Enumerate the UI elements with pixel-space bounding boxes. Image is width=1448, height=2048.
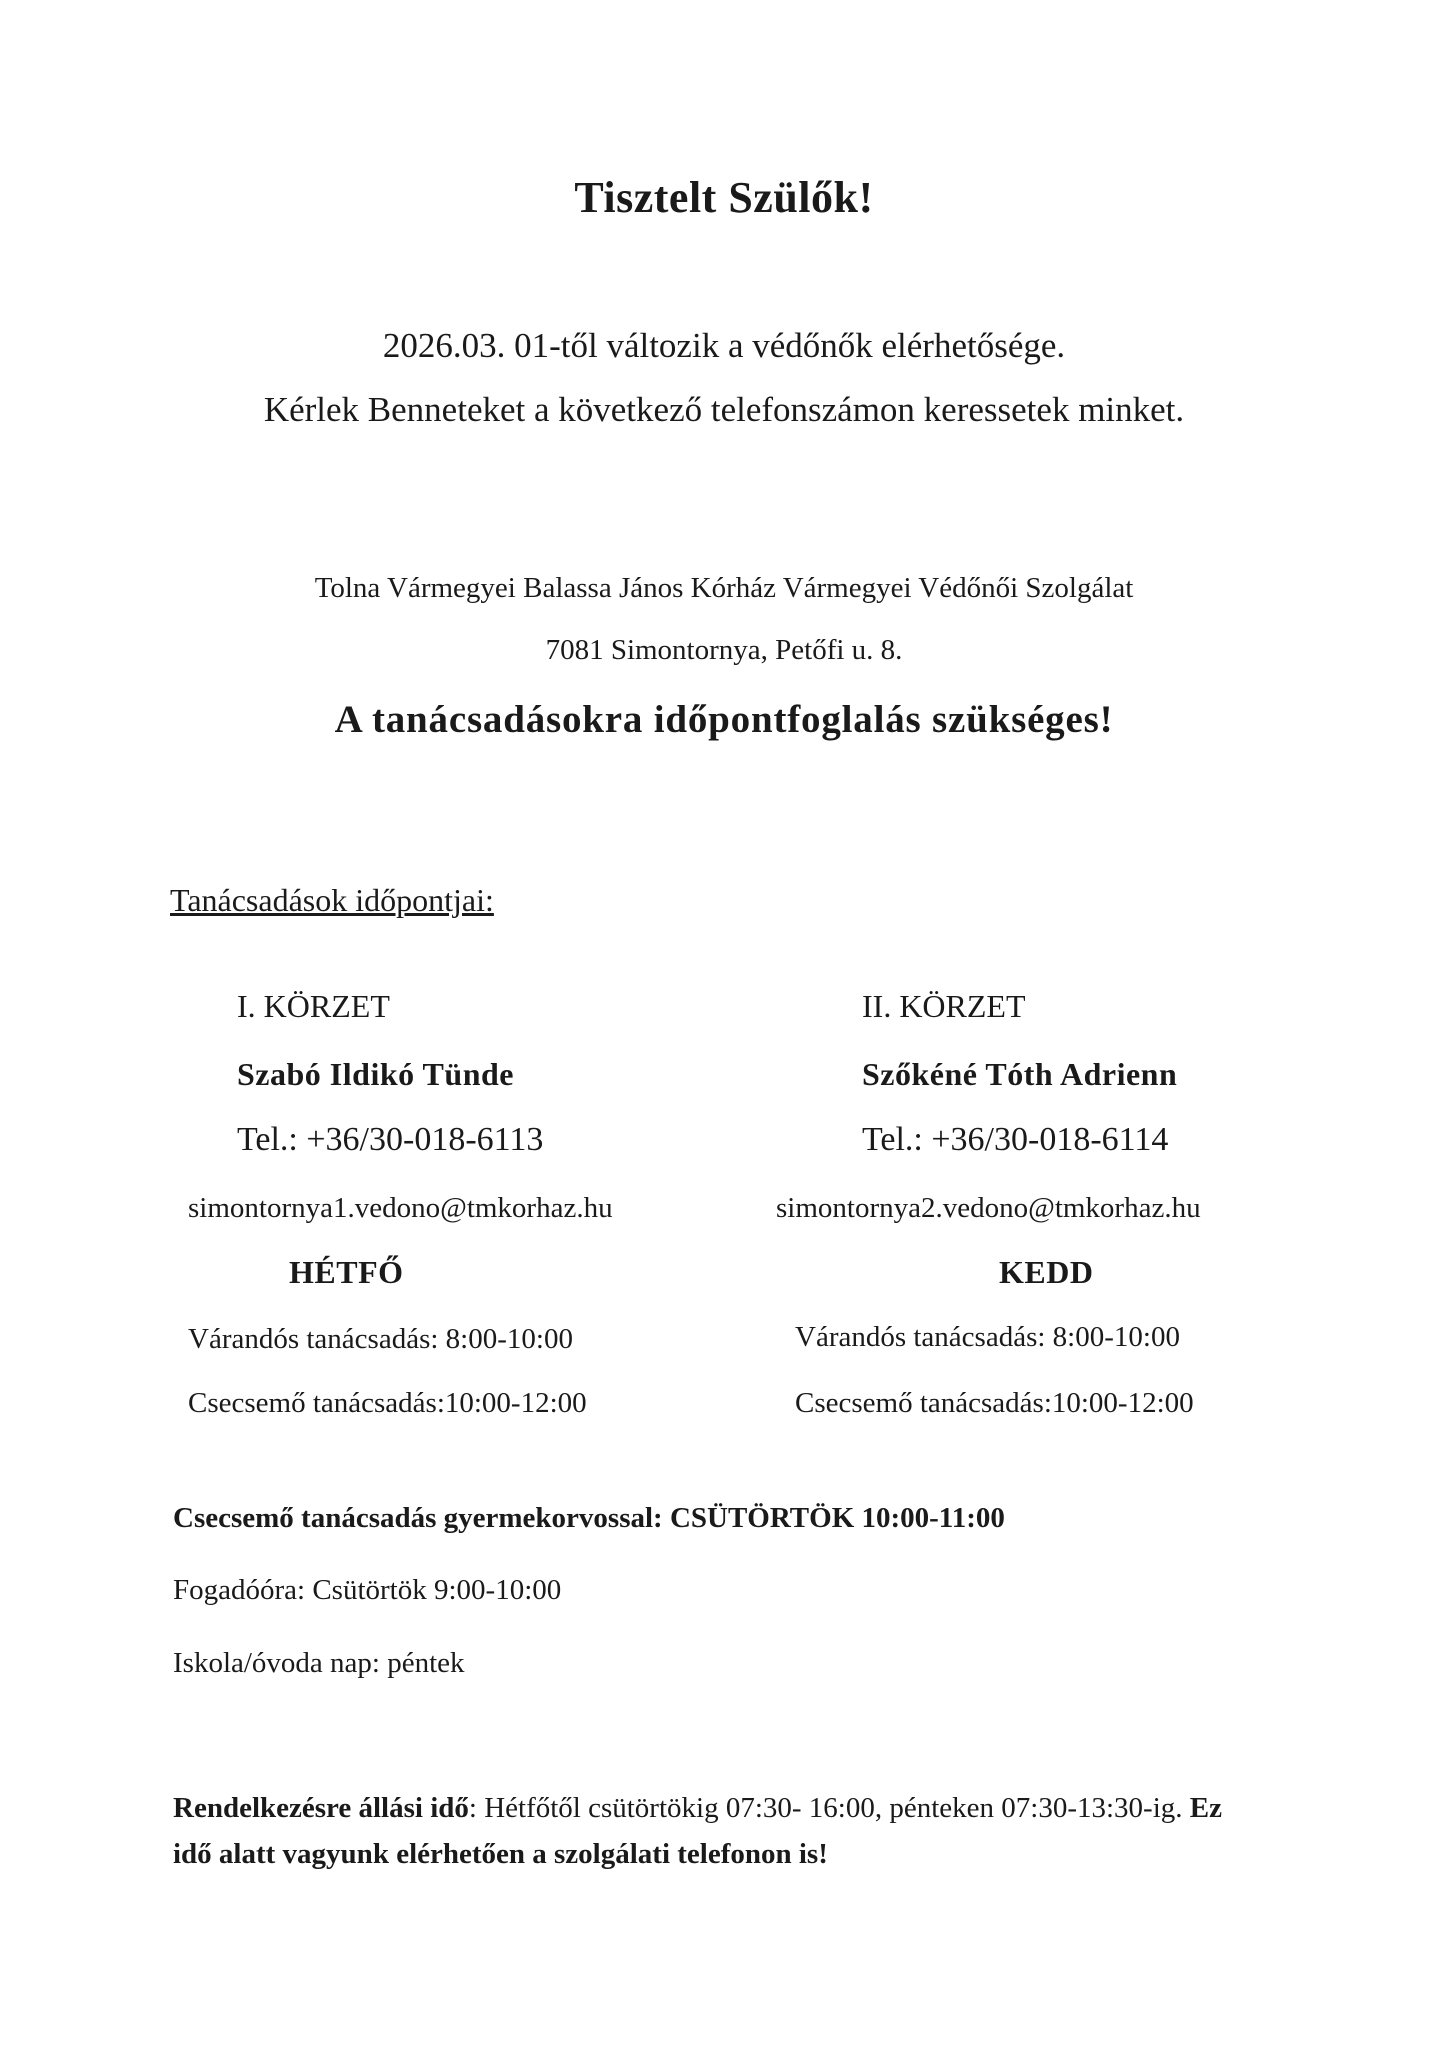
district-2-day: KEDD xyxy=(999,1254,1094,1290)
availability-label: Rendelkezésre állási idő xyxy=(173,1792,469,1824)
intro-line-1: 2026.03. 01-től változik a védőnők elérhetősége. xyxy=(382,326,1066,365)
district-1-infant-hours: Csecsemő tanácsadás:10:00-12:00 xyxy=(188,1387,587,1419)
school-day: Iskola/óvoda nap: péntek xyxy=(173,1647,465,1679)
appointment-notice: A tanácsadásokra időpontfoglalás szükséges! xyxy=(334,698,1114,741)
office-hours: Fogadóóra: Csütörtök 9:00-10:00 xyxy=(173,1574,562,1606)
district-2-nurse-name: Szőkéné Tóth Adrienn xyxy=(862,1056,1178,1092)
district-2-phone: Tel.: +36/30-018-6114 xyxy=(862,1121,1169,1158)
district-2-label: II. KÖRZET xyxy=(862,988,1026,1024)
service-address: 7081 Simontornya, Petőfi u. 8. xyxy=(545,634,903,666)
intro-line-2: Kérlek Benneteket a következő telefonszámon keressetek minket. xyxy=(263,390,1185,429)
availability-emphasis: Ez idő alatt vagyunk elérhetően a szolgálati telefonon is! xyxy=(173,1792,1222,1870)
district-1-label: I. KÖRZET xyxy=(237,988,390,1024)
pediatrician-consultation: Csecsemő tanácsadás gyermekorvossal: CSÜTÖRTÖK 10:00-11:00 xyxy=(173,1502,1005,1534)
district-1-email: simontornya1.vedono@tmkorhaz.hu xyxy=(188,1192,613,1224)
district-1-nurse-name: Szabó Ildikó Tünde xyxy=(237,1056,514,1092)
district-1-phone: Tel.: +36/30-018-6113 xyxy=(237,1121,544,1158)
district-2-email: simontornya2.vedono@tmkorhaz.hu xyxy=(776,1192,1201,1224)
availability-colon: : xyxy=(468,1792,477,1824)
service-name: Tolna Vármegyei Balassa János Kórház Vármegyei Védőnői Szolgálat xyxy=(314,572,1134,604)
schedule-heading: Tanácsadások időpontjai: xyxy=(170,882,494,918)
district-2-prenatal-hours: Várandós tanácsadás: 8:00-10:00 xyxy=(795,1321,1180,1353)
availability-hours: Hétfőtől csütörtökig 07:30- 16:00, pénteken 07:30-13:30-ig. xyxy=(476,1792,1190,1824)
district-1-prenatal-hours: Várandós tanácsadás: 8:00-10:00 xyxy=(188,1323,573,1355)
availability-paragraph xyxy=(173,1785,1263,1877)
district-1-day: HÉTFŐ xyxy=(289,1254,404,1290)
district-2-infant-hours: Csecsemő tanácsadás:10:00-12:00 xyxy=(795,1387,1194,1419)
page-title: Tisztelt Szülők! xyxy=(574,173,874,222)
